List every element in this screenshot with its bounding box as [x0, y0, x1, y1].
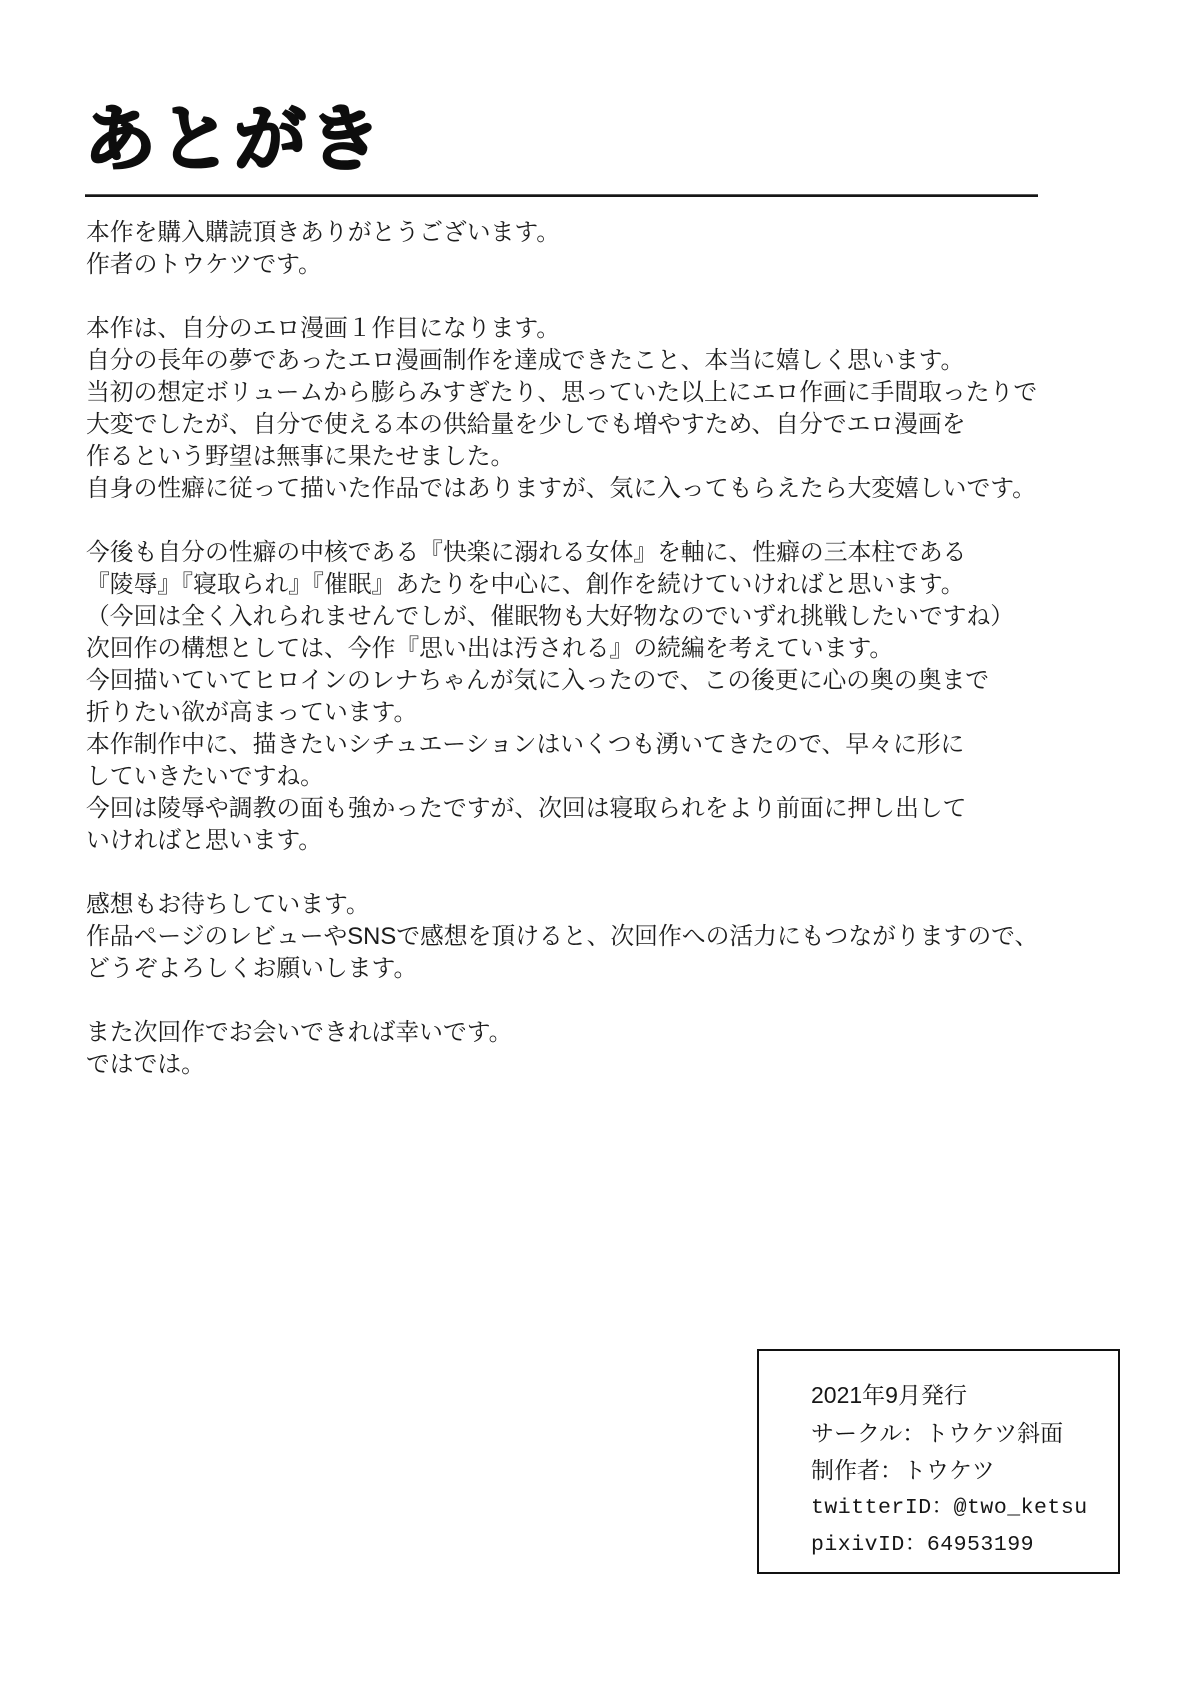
body-line: ではでは。 — [86, 1051, 205, 1078]
body-line: 本作を購入購読頂きありがとうございます。 — [86, 219, 561, 246]
body-line-blank — [86, 857, 1156, 889]
author-name: 制作者：トウケツ — [811, 1457, 995, 1483]
body-line-blank — [86, 505, 1156, 537]
body-line: （今回は全く入れられませんでしが、催眠物も大好物なのでいずれ挑戦したいですね） — [86, 603, 1015, 630]
body-line: 『陵辱』『寝取られ』『催眠』あたりを中心に、創作を続けていければと思います。 — [86, 571, 965, 598]
body-line: 今回は陵辱や調教の面も強かったですが、次回は寝取られをより前面に押し出して — [86, 795, 967, 822]
body-line: 次回作の構想としては、今作『思い出は汚される』の続編を考えています。 — [86, 635, 894, 662]
colophon-content — [759, 1351, 1118, 1565]
body-line: いければと思います。 — [86, 827, 323, 854]
twitter-id: twitterID：@two_ketsu — [811, 1495, 1088, 1520]
title-divider — [85, 194, 1038, 197]
body-line: 作者のトウケツです。 — [86, 251, 322, 278]
body-line: どうぞよろしくお願いします。 — [86, 955, 418, 982]
body-line-blank — [86, 281, 1156, 313]
body-line: していきたいですね。 — [86, 763, 324, 790]
body-line: 本作は、自分のエロ漫画１作目になります。 — [86, 315, 561, 342]
afterword-body — [86, 217, 1156, 1081]
body-line: 当初の想定ボリュームから膨らみすぎたり、思っていた以上にエロ作画に手間取ったりで — [86, 379, 1038, 406]
body-line: 感想もお待ちしています。 — [86, 891, 370, 918]
body-line-blank — [86, 985, 1156, 1017]
body-line: 折りたい欲が高まっています。 — [86, 699, 418, 726]
body-line: 今回描いていてヒロインのレナちゃんが気に入ったので、この後更に心の奥の奥まで — [86, 667, 990, 694]
body-line: 今後も自分の性癖の中核である『快楽に溺れる女体』を軸に、性癖の三本柱である — [86, 539, 967, 566]
body-line: また次回作でお会いできれば幸いです。 — [86, 1019, 513, 1046]
page-title: あとがき — [84, 100, 385, 180]
pixiv-id: pixivID：64953199 — [811, 1533, 1035, 1557]
colophon-box — [757, 1349, 1120, 1574]
circle-name: サークル：トウケツ斜面 — [811, 1419, 1064, 1446]
body-line: 自身の性癖に従って描いた作品ではありますが、気に入ってもらえたら大変嬉しいです。 — [86, 475, 1036, 502]
body-line: 作品ページのレビューやSNSで感想を頂けると、次回作への活力にもつながりますので、 — [86, 923, 1039, 950]
body-line: 自分の長年の夢であったエロ漫画制作を達成できたこと、本当に嬉しく思います。 — [86, 347, 965, 374]
body-line: 大変でしたが、自分で使える本の供給量を少しでも増やすため、自分でエロ漫画を — [86, 411, 966, 438]
publication-date: 2021年9月発行 — [811, 1382, 967, 1408]
body-line: 作るという野望は無事に果たせました。 — [86, 443, 515, 470]
body-line: 本作制作中に、描きたいシチュエーションはいくつも湧いてきたので、早々に形に — [86, 731, 965, 758]
